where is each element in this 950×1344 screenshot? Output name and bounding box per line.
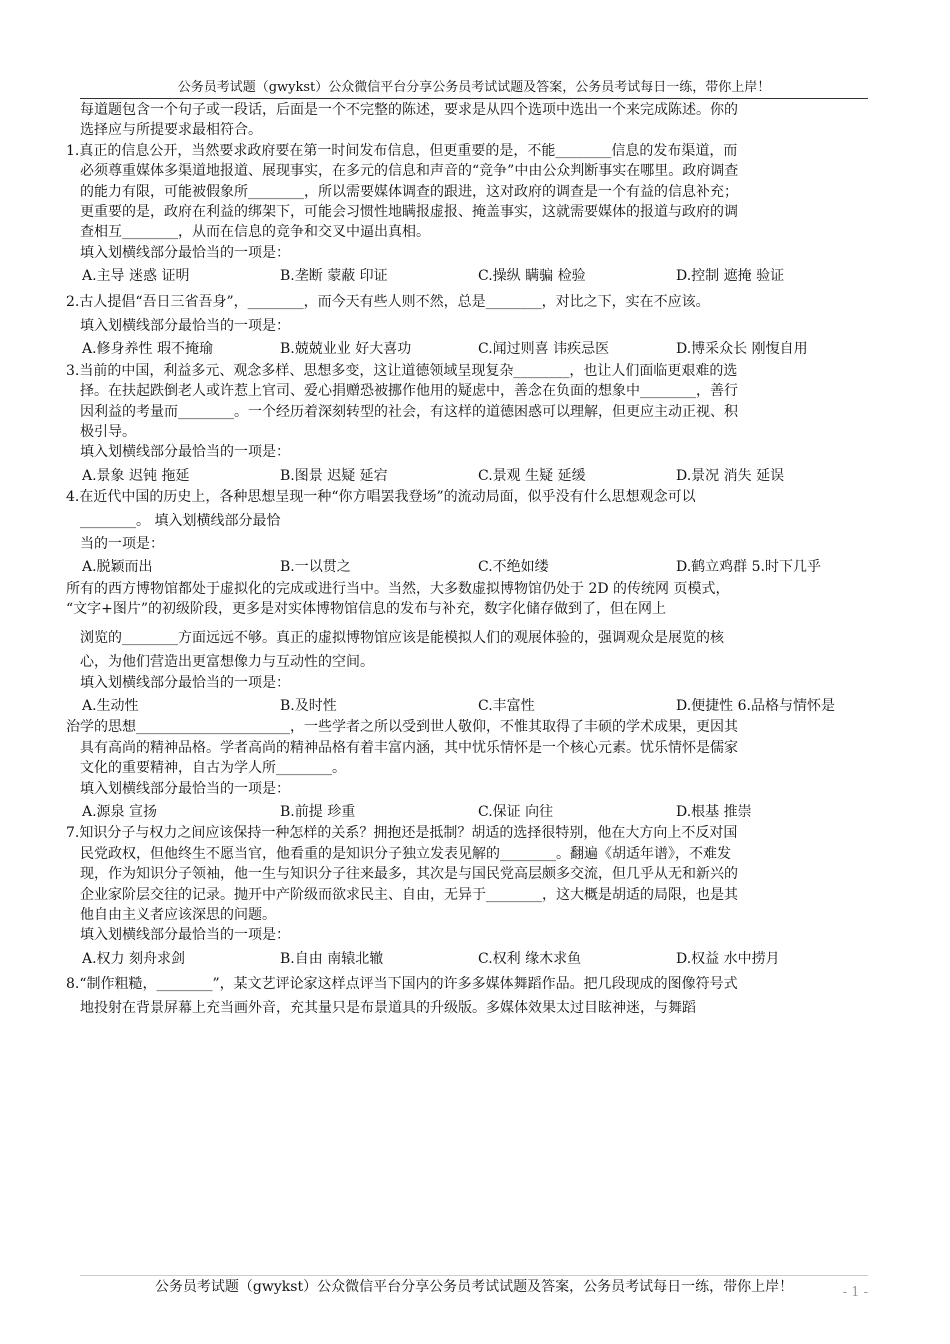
question-5-line: “文字+图片”的初级阶段，更多是对实体博物馆信息的发布与补充，数字化储存做到了，但在网上 xyxy=(66,601,667,618)
option-a: A.权力 刻舟求剑 xyxy=(82,950,186,967)
question-8-line: 地投射在背景屏幕上充当画外音，充其量只是布景道具的升级版。多媒体效果太过目眩神迷，与舞蹈 xyxy=(80,999,696,1016)
question-3-line: 因利益的考量而________。一个经历着深刻转型的社会，有这样的道德困惑可以理解，但更应主动正视、积 xyxy=(80,403,738,420)
option-c: C.操纵 瞒骗 检验 xyxy=(478,268,586,285)
option-c: C.闻过则喜 讳疾忌医 xyxy=(478,341,610,358)
question-5-line: 心，为他们营造出更富想像力与互动性的空间。 xyxy=(80,654,374,671)
option-c: C.丰富性 xyxy=(478,697,535,714)
question-6-prompt: 填入划横线部分最恰当的一项是： xyxy=(80,780,290,797)
option-a: A.主导 迷惑 证明 xyxy=(82,268,190,285)
question-7-line: 他自由主义者应该深思的问题。 xyxy=(80,906,276,923)
question-3-line: 择。在扶起跌倒老人或许惹上官司、爱心捐赠恐被挪作他用的疑虑中，善念在负面的想象中________，善行 xyxy=(80,383,738,400)
option-b: B.一以贯之 xyxy=(280,559,351,576)
option-a: A.脱颖而出 xyxy=(82,559,153,576)
option-d: D.便捷性 6.品格与情怀是 xyxy=(676,697,835,714)
intro-line: 每道题包含一个句子或一段话，后面是一个不完整的陈述，要求是从四个选项中选出一个来完成陈述。你的 xyxy=(80,102,738,118)
question-6-line: 具有高尚的精神品格。学者高尚的精神品格有着丰富内涵，其中忧乐情怀是一个核心元素。忧乐情怀是儒家 xyxy=(80,739,738,756)
option-c: C.不绝如缕 xyxy=(478,559,549,576)
question-7-options xyxy=(66,949,870,969)
option-a: A.修身养性 瑕不掩瑜 xyxy=(82,341,214,358)
option-b: B.自由 南辕北辙 xyxy=(280,950,384,967)
option-c: C.景观 生疑 延缓 xyxy=(478,467,586,484)
question-5-prompt: 填入划横线部分最恰当的一项是： xyxy=(80,674,290,691)
option-d: D.控制 遮掩 验证 xyxy=(676,268,785,285)
option-d: D.景况 消失 延误 xyxy=(676,467,785,484)
question-5-line: 所有的西方博物馆都处于虚拟化的完成或进行当中。当然，大多数虚拟博物馆仍处于 2D 的传统网 页模式， xyxy=(66,580,730,597)
option-d: D.鹤立鸡群 5.时下几乎 xyxy=(676,559,821,576)
question-6-line: 文化的重要精神，自古为学人所________。 xyxy=(80,760,346,777)
option-b: B.垄断 蒙蔽 印证 xyxy=(280,268,388,285)
option-d: D.博采众长 刚愎自用 xyxy=(676,341,808,358)
page-number: - 1 - xyxy=(842,1285,868,1300)
question-7-line: 企业家阶层交往的记录。抛开中产阶级而欲求民主、自由，无异于________，这大概是胡适的局限，也是其 xyxy=(80,886,738,903)
question-6-line: 治学的思想______________________，一些学者之所以受到世人敬仰，不惟其取得了丰硕的学术成果，更因其 xyxy=(66,719,738,736)
question-7-line: 民党政权，但他终生不愿当官，他看重的是知识分子独立发表见解的________。翻遍《胡适年谱》，不难发 xyxy=(80,845,731,862)
question-2-prompt: 填入划横线部分最恰当的一项是： xyxy=(80,318,290,335)
question-6-options xyxy=(66,802,870,822)
document-body xyxy=(66,100,870,1018)
option-b: B.前提 珍重 xyxy=(280,803,356,820)
question-1-line: 查相互________，从而在信息的竞争和交叉中逼出真相。 xyxy=(80,224,430,241)
question-3-line: 3.当前的中国，利益多元、观念多样、思想多变，这让道德领域呈现复杂________，也让人们面临更艰难的选 xyxy=(66,362,738,379)
question-1-line: 1.真正的信息公开，当然要求政府要在第一时间发布信息，但更重要的是，不能________信息的发布渠道，而 xyxy=(66,142,738,159)
option-b: B.图景 迟疑 延宕 xyxy=(280,467,388,484)
option-d: D.权益 水中捞月 xyxy=(676,950,780,967)
page-footer: 公务员考试题（gwykst）公众微信平台分享公务员考试试题及答案，公务员考试每日一练，带你上岸！ xyxy=(80,1275,868,1296)
intro-line: 选择应与所提要求最相符合。 xyxy=(80,122,262,139)
option-d: D.根基 推崇 xyxy=(676,803,752,820)
question-7-line: 7.知识分子与权力之间应该保持一种怎样的关系？拥抱还是抵制？胡适的选择很特别，他在大方向上不反对国 xyxy=(66,825,738,842)
question-2-options xyxy=(66,339,870,359)
page-header: 公务员考试题（gwykst）公众微信平台分享公务员考试试题及答案，公务员考试每日一练，带你上岸！ xyxy=(80,79,868,99)
question-5-options xyxy=(66,696,870,716)
option-c: C.保证 向往 xyxy=(478,803,554,820)
question-1-line: 必须尊重媒体多渠道地报道、展现事实，在多元的信息和声音的“竞争”中由公众判断事实在哪里。政府调查 xyxy=(80,163,739,180)
question-1-prompt: 填入划横线部分最恰当的一项是： xyxy=(80,244,290,261)
question-2-line: 2.古人提倡“吾日三省吾身”，________，而今天有些人则不然，总是________，对比之下，实在不应该。 xyxy=(66,293,710,310)
option-a: A.生动性 xyxy=(82,697,139,714)
question-1-options xyxy=(66,266,870,286)
option-c: C.权利 缘木求鱼 xyxy=(478,950,582,967)
option-a: A.景象 迟钝 拖延 xyxy=(82,467,190,484)
question-1-line: 更重要的是，政府在利益的绑架下，可能会习惯性地瞒报虚报、掩盖事实，这就需要媒体的报道与政府的调 xyxy=(80,204,738,221)
question-7-prompt: 填入划横线部分最恰当的一项是： xyxy=(80,927,290,944)
question-4-prompt: 当的一项是： xyxy=(80,536,164,553)
question-3-prompt: 填入划横线部分最恰当的一项是： xyxy=(80,444,290,461)
question-3-options xyxy=(66,466,870,486)
question-5-line: 浏览的________方面远远不够。真正的虚拟博物馆应该是能模拟人们的观展体验的，强调观众是展览的核 xyxy=(80,629,724,646)
question-1-line: 的能力有限，可能被假象所________，所以需要媒体调查的跟进，这对政府的调查是一个有益的信息补充； xyxy=(80,183,738,200)
option-b: B.兢兢业业 好大喜功 xyxy=(280,341,412,358)
question-4-options xyxy=(66,557,870,577)
option-b: B.及时性 xyxy=(280,697,337,714)
question-3-line: 极引导。 xyxy=(80,424,136,441)
question-4-line: ________。 填入划横线部分最恰 xyxy=(80,512,281,529)
question-4-line: 4.在近代中国的历史上，各种思想呈现一种“你方唱罢我登场”的流动局面，似乎没有什么思想观念可以 xyxy=(66,489,696,506)
option-a: A.源泉 宣扬 xyxy=(82,803,158,820)
question-7-line: 现，作为知识分子领袖，他一生与知识分子往来最多，其次是与国民党高层颇多交流，但几乎从无和新兴的 xyxy=(80,866,738,883)
question-8-line: 8.“制作粗糙，________”，某文艺评论家这样点评当下国内的许多多媒体舞蹈作品。把几段现成的图像符号式 xyxy=(66,976,738,993)
